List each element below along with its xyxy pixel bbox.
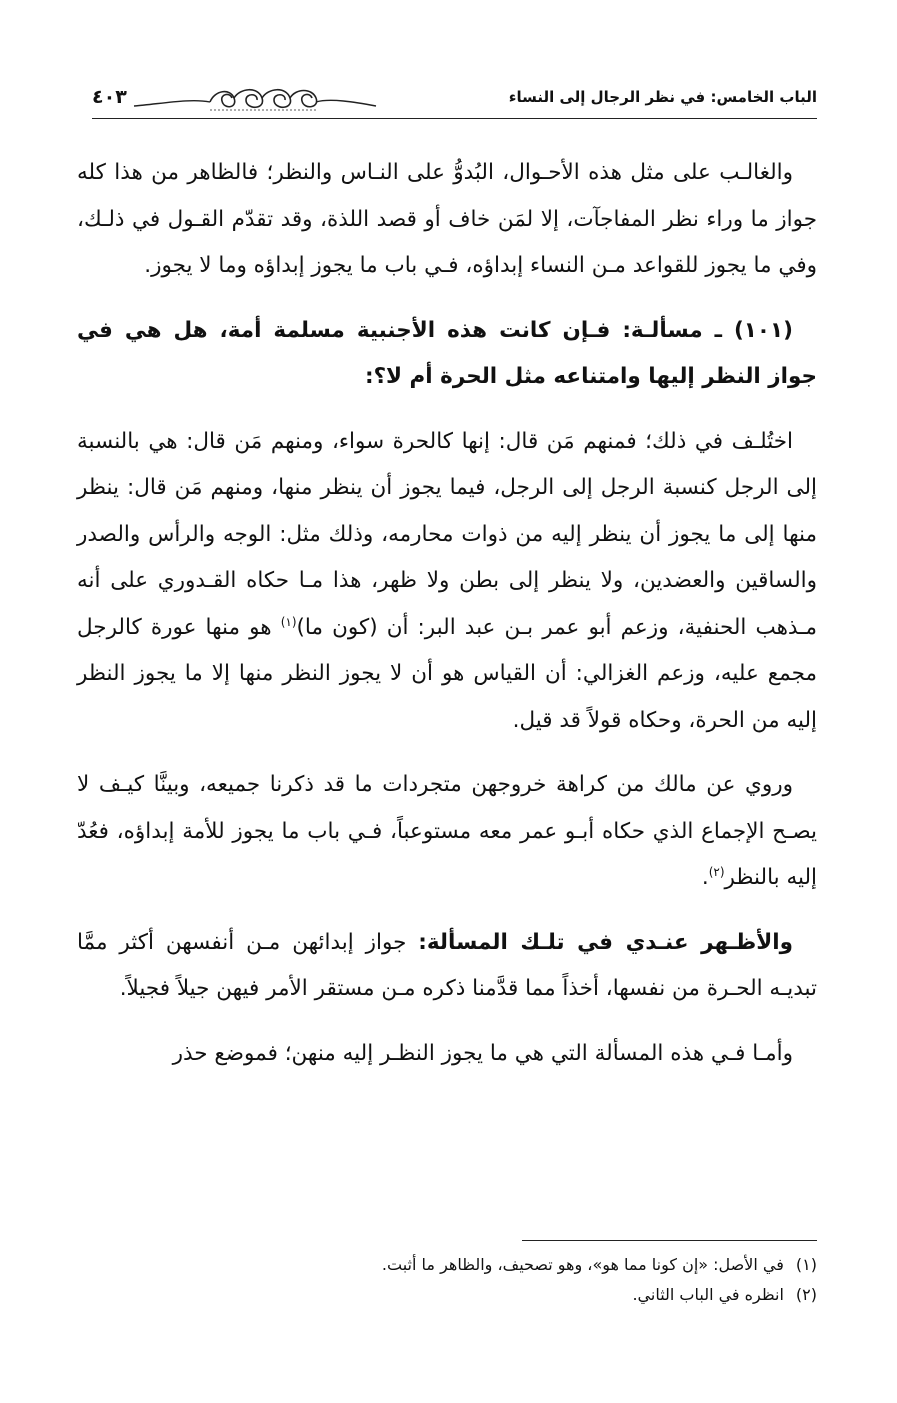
decorative-flourish-icon <box>130 84 380 114</box>
issue-heading-101: (١٠١) ـ مسألـة: فـإن كانت هذه الأجنبية مسلمة أمة، هل هي في جواز النظر إليها وامتناعه مثل الحرة أم لا؟: <box>77 317 817 389</box>
footnotes <box>77 1250 817 1310</box>
paragraph-3 <box>77 419 817 745</box>
footnote-ref-2[interactable]: (٢) <box>708 864 725 879</box>
paragraph-5 <box>77 920 817 1013</box>
main-text <box>77 150 817 1077</box>
footnote-text: في الأصل: «إن كونا مما هو»، وهو تصحيف، والظاهر ما أثبت. <box>381 1255 784 1274</box>
paragraph-3-part-a: اختُلـف في ذلك؛ فمنهم مَن قال: إنها كالحرة سواء، ومنهم مَن قال: هي بالنسبة إلى الرجل كنسبة الرجل إلى الرجل، فيما يجوز أن ينظر منها، ومنهم مَن قال: ينظر منها إلى ما يجوز أن ينظر إليه من ذوات محارمه، وذلك مثل: الوجه والرأس والصدر والساقين والعضدين، ولا ينظر إلى بطن ولا ظهر، هذا مـا حكاه القـدوري على أنه مـذهب الحنفية، وزعم أبو عمر بـن عبد البر: أن (كون ما) <box>77 428 818 640</box>
paragraph-5-lead: والأظـهر عنـدي في تلـك المسألة: <box>418 929 793 955</box>
footnote-ref-1[interactable]: (١) <box>280 614 297 629</box>
footnote-divider <box>522 1240 817 1241</box>
paragraph-3-part-b: هو منها عورة كالرجل مجمع عليه، وزعم الغزالي: أن القياس هو أن لا يجوز النظر منها إلا ما يجوز النظر إليه من الحرة، وحكاه قولاً قد قيل. <box>77 614 817 733</box>
footnote-text: انظره في الباب الثاني. <box>632 1285 784 1304</box>
chapter-title: الباب الخامس: في نظر الرجال إلى النساء <box>508 88 817 106</box>
running-header <box>92 82 817 116</box>
footnote-number: (٢) <box>795 1285 817 1304</box>
paragraph-6: وأمـا فـي هذه المسألة التي هي ما يجوز النظـر إليه منهن؛ فموضع حذر <box>172 1040 793 1066</box>
footnote-2 <box>77 1280 817 1310</box>
paragraph-4-part-a: وروي عن مالك من كراهة خروجهن متجردات ما قد ذكرنا جميعه، وبينَّا كيـف لا يصـح الإجماع الذي حكاه أبـو عمر معه مستوعباً، فـي باب ما يجوز للأمة إبداؤه، فعُدّ إليه بالنظر <box>77 772 817 890</box>
paragraph-4 <box>77 762 817 902</box>
footnote-number: (١) <box>795 1255 817 1274</box>
footnote-1 <box>77 1250 817 1280</box>
paragraph-1: والغالـب على مثل هذه الأحـوال، البُدوُّ على النـاس والنظر؛ فالظاهر من هذا كله جواز ما وراء نظر المفاجآت، إلا لمَن خاف أو قصد اللذة، وقد تقدّم القـول في ذلـك، وفي ما يجوز للقواعد مـن النساء إبداؤه، فـي باب ما يجوز إبداؤه وما لا يجوز. <box>77 160 817 278</box>
page-number: ٤٠٣ <box>92 86 127 108</box>
header-divider <box>92 118 817 119</box>
paragraph-4-part-b: . <box>701 865 709 890</box>
paragraph-5-rest: جواز إبدائهن مـن أنفسهن أكثر ممَّا تبديـه الحـرة من نفسها، أخذاً مما قدَّمنا ذكره مـن مستقر الأمر فيهن جيلاً فجيلاً. <box>77 929 817 1001</box>
